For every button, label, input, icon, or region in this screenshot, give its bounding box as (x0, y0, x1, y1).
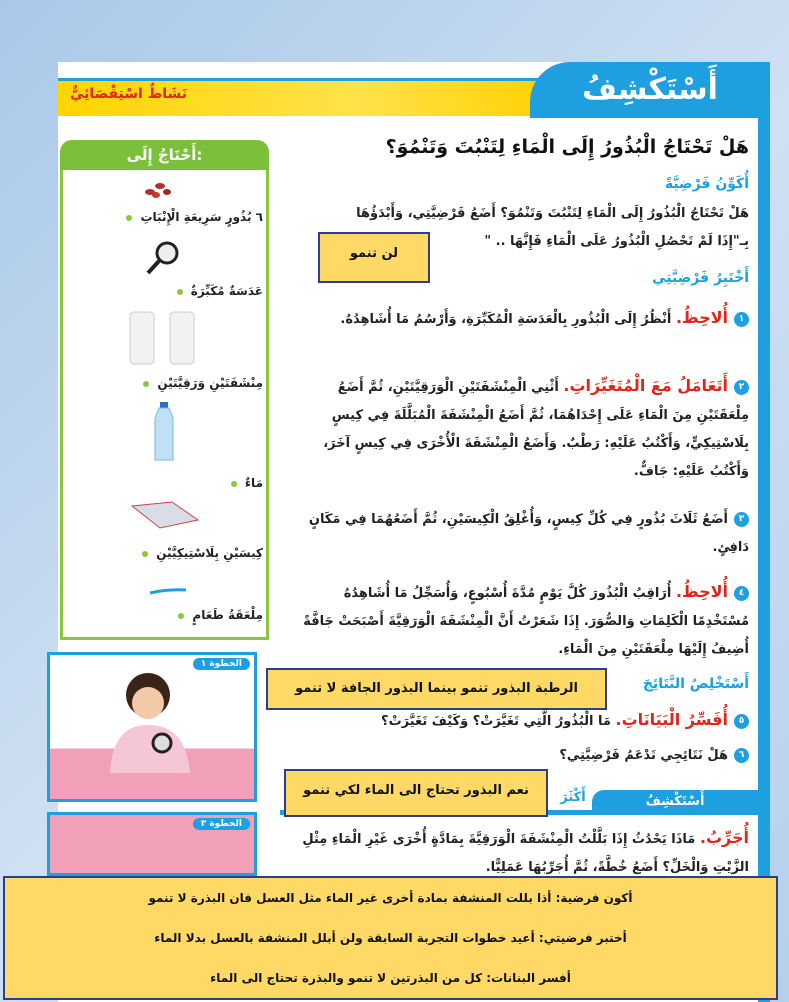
answer-box-hypothesis[interactable]: لن تنمو (318, 232, 430, 283)
step-number: ٦ (734, 748, 749, 763)
material-item: مِنْشَفَتَيْنِ وَرَقِيَّتَيْنِ (63, 376, 263, 390)
step-text: هَلْ نَتَائِجِي تَدْعَمُ فَرْضِيَّتِي؟ (559, 748, 728, 763)
step-text: أَنْظُرُ إِلَى الْبُذُورِ بِالْعَدَسَةِ الْمُكَبِّرَةِ، وَأَرْسُمُ مَا أُشَاهِدُهُ. (340, 312, 672, 327)
step-keyword: أُلاحِظُ. (675, 308, 728, 327)
step-5 (289, 706, 749, 736)
materials-heading: أَحْتَاجُ إِلَى: (60, 140, 269, 170)
try-text (289, 824, 749, 882)
tab-explore[interactable]: أَسْتَكْشِفُ (592, 790, 758, 814)
test-heading: أَخْتَبِرُ فَرْضِيَّتِي (652, 270, 749, 286)
photo-step-1 (47, 652, 257, 802)
header-tab: أَسْتَكْشِفُ (530, 62, 770, 118)
spoon-icon (148, 582, 188, 592)
step-number: ١ (734, 312, 749, 327)
header-subtitle: نَشَاطٌ اسْتِقْصَائِيٌّ (70, 86, 188, 102)
answer-box-extension[interactable] (3, 876, 778, 1000)
step-3 (289, 506, 749, 562)
material-item: مَاءٌ (63, 476, 263, 490)
step-4 (289, 578, 749, 664)
step-2 (289, 372, 749, 486)
hypothesis-line: هَلْ تَحْتَاجُ الْبُذُورُ إِلَى الْمَاءِ لِتَنْبُتَ وَتَنْمُوَ؟ أَضَعُ فَرْضِيَّتِي، وَأَبْدَؤُهَا (356, 206, 749, 221)
material-item: ٦ بُذُورٍ سَرِيعَةِ الْإِنْبَاتِ (63, 210, 263, 224)
tab-more[interactable]: أَكْثَرَ (560, 790, 586, 805)
answer-box-conclusion[interactable]: الرطبة البذور تنمو بينما البذور الجافة لا تنمو (266, 668, 607, 710)
step-text: أُرَاقِبُ الْبُذُورَ كُلَّ يَوْمٍ مُدَّةَ أُسْبُوعٍ، وَأُسَجِّلُ مَا أُشَاهِدُهُ مُسْتَخْدِمًا الْكَلِمَاتِ وَالصُّوَرَ. إِذَا شَعَرْتُ أَنَّ الْمِنْشَفَةَ الْوَرَقِيَّةَ أَصْبَحَتْ جَافَّةً أُضِيفُ إِلَيْهَا مِلْعَقَتَيْنِ مِنَ الْمَاءِ. (303, 586, 749, 657)
material-item: كِيسَيْنِ بِلَاسْتِيكِيَّيْنِ (63, 546, 263, 560)
step-number: ٢ (734, 380, 749, 395)
step-number: ٣ (734, 512, 749, 527)
step-keyword: أُفَسِّرُ الْبَيَانَاتِ. (615, 710, 728, 729)
step-keyword: أَتَعَامَلُ مَعَ الْمُتَغَيِّرَاتِ. (563, 376, 728, 395)
girl-with-magnifier-icon (50, 655, 254, 799)
page-title: هَلْ تَحْتَاجُ الْبُذُورُ إِلَى الْمَاءِ لِتَنْبُتَ وَتَنْمُوَ؟ (385, 136, 749, 158)
photo-step-3 (47, 812, 257, 876)
paper-towels-icon (128, 310, 198, 366)
step-1 (289, 304, 749, 334)
water-bottle-icon (153, 402, 175, 462)
material-item: عَدَسَةٌ مُكَبِّرَةٌ (63, 284, 263, 298)
step-number: ٥ (734, 714, 749, 729)
hypothesis-heading: أُكَوِّنُ فَرْضِيَّةً (664, 176, 749, 192)
step-6 (289, 742, 749, 770)
answer-box-support[interactable]: نعم البذور تحتاج الى الماء لكي تنمو (284, 769, 548, 817)
step-text: أَضَعُ ثَلَاثَ بُذُورٍ فِي كُلِّ كِيسٍ، وَأُغْلِقُ الْكِيسَيْنِ، ثُمَّ أَضَعُهُمَا فِي مَكَانٍ دَافِئٍ. (308, 512, 749, 555)
step-text: مَاذَا يَحْدُثُ إِذَا بَلَّلْتُ الْمِنْشَفَةَ الْوَرَقِيَّةَ بِمَادَّةٍ أُخْرَى غَيْرِ الْمَاءِ مِثْلِ الزَّيْتِ وَالْخَلِّ؟ أَضَعُ خُطَّةً، ثُمَّ أُجَرِّبُهَا عَمَلِيًّا. (302, 832, 749, 875)
try-keyword: أُجَرِّبُ. (699, 828, 749, 847)
step-text: مَا الْبُذُورُ الَّتِي تَغَيَّرَتْ؟ وَكَيْفَ تَغَيَّرَتْ؟ (381, 714, 611, 729)
hypothesis-line: بِـ"إِذَا لَمْ تَحْصُلِ الْبُذُورُ عَلَى الْمَاءِ فَإِنَّهَا .. " (484, 234, 749, 249)
step-text: أَثْنِي الْمِنْشَفَتَيْنِ الْوَرَقِيَّتَيْنِ، ثُمَّ أَضَعُ مِلْعَقَتَيْنِ مِنَ الْمَاءِ عَلَى إِحْدَاهُمَا، ثُمَّ أَضَعُ الْمِنْشَفَةَ الْمُبَلَّلَةَ فِي كِيسٍ بِلَاسْتِيكِيٍّ، وَأَكْتُبُ عَلَيْهِ: رَطْبٌ. وَأَضَعُ الْمِنْشَفَةَ الْأُخْرَى فِي كِيسٍ آخَرَ، وَأَكْتُبُ عَلَيْهِ: جَافٌّ. (323, 380, 749, 479)
note-hypothesis: أكون فرضية: أذا بللت المنشفة بمادة أخرى غير الماء مثل العسل فان البذرة لا تنمو (148, 891, 633, 905)
plastic-bags-icon (130, 500, 200, 530)
seeds-icon (140, 178, 174, 200)
material-item: مِلْعَقَةُ طَعَامٍ (63, 608, 263, 622)
step-keyword: أُلاحِظُ. (675, 582, 728, 601)
magnifier-icon (145, 240, 181, 276)
note-test: أختبر فرضيتي: أعيد خطوات التجربة السابقة ولن أبلل المنشفة بالعسل بدلا الماء (154, 931, 627, 945)
conclude-heading: أَسْتَخْلِصُ النَّتَائِجَ (642, 676, 749, 692)
step-number: ٤ (734, 586, 749, 601)
photo-label: الخطوة ١ (193, 658, 250, 670)
photo-label: الخطوة ٣ (193, 818, 250, 830)
note-interpret: أفسر البنانات: كل من البذرتين لا تنمو والبذرة تحتاج الى الماء (210, 971, 571, 985)
